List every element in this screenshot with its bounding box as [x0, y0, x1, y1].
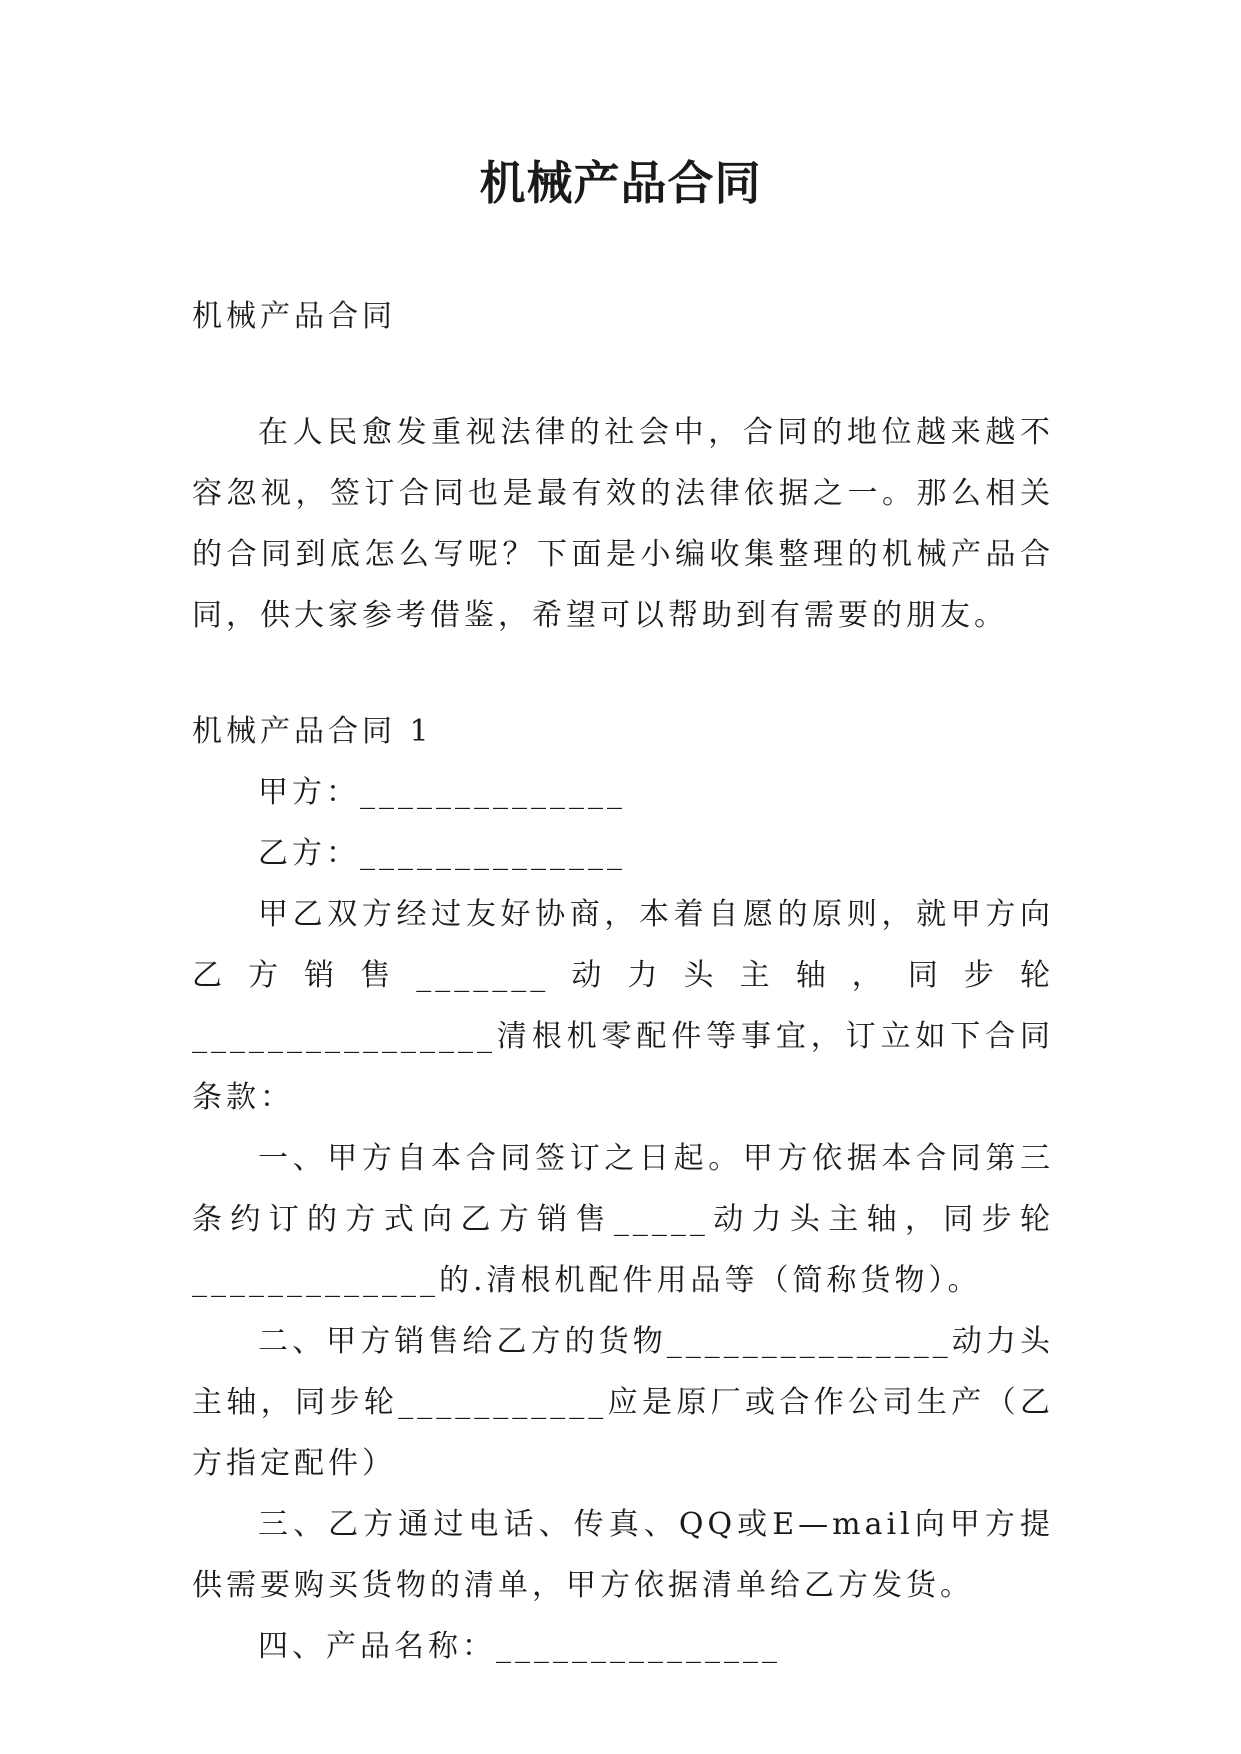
- clause-3: 三、乙方通过电话、传真、QQ或E—mail向甲方提供需要购买货物的清单，甲方依据清单给乙方发货。: [192, 1507, 1054, 1603]
- document-body: [192, 286, 1054, 1677]
- party-b-line: 乙方：______________: [258, 836, 626, 871]
- party-a-line: 甲方：______________: [258, 775, 626, 810]
- preamble-paragraph: 甲乙双方经过友好协商，本着自愿的原则，就甲方向乙方销售_______动力头主轴，同步轮________________清根机零配件等事宜，订立如下合同条款：: [192, 897, 1054, 1115]
- clause-2: 二、甲方销售给乙方的货物_______________动力头主轴，同步轮___________应是原厂或合作公司生产（乙方指定配件）: [192, 1324, 1054, 1481]
- section-heading: 机械产品合同 1: [192, 714, 433, 749]
- intro-paragraph: 在人民愈发重视法律的社会中，合同的地位越来越不容忽视，签订合同也是最有效的法律依据之一。那么相关的合同到底怎么写呢？下面是小编收集整理的机械产品合同，供大家参考借鉴，希望可以帮助到有需要的朋友。: [192, 415, 1054, 633]
- document-subtitle: 机械产品合同: [192, 299, 396, 334]
- document-title: 机械产品合同: [479, 156, 762, 210]
- clause-1: 一、甲方自本合同签订之日起。甲方依据本合同第三条约订的方式向乙方销售_____动力头主轴，同步轮_____________的.清根机配件用品等（简称货物）。: [192, 1141, 1054, 1298]
- clause-4: 四、产品名称：_______________: [258, 1629, 781, 1664]
